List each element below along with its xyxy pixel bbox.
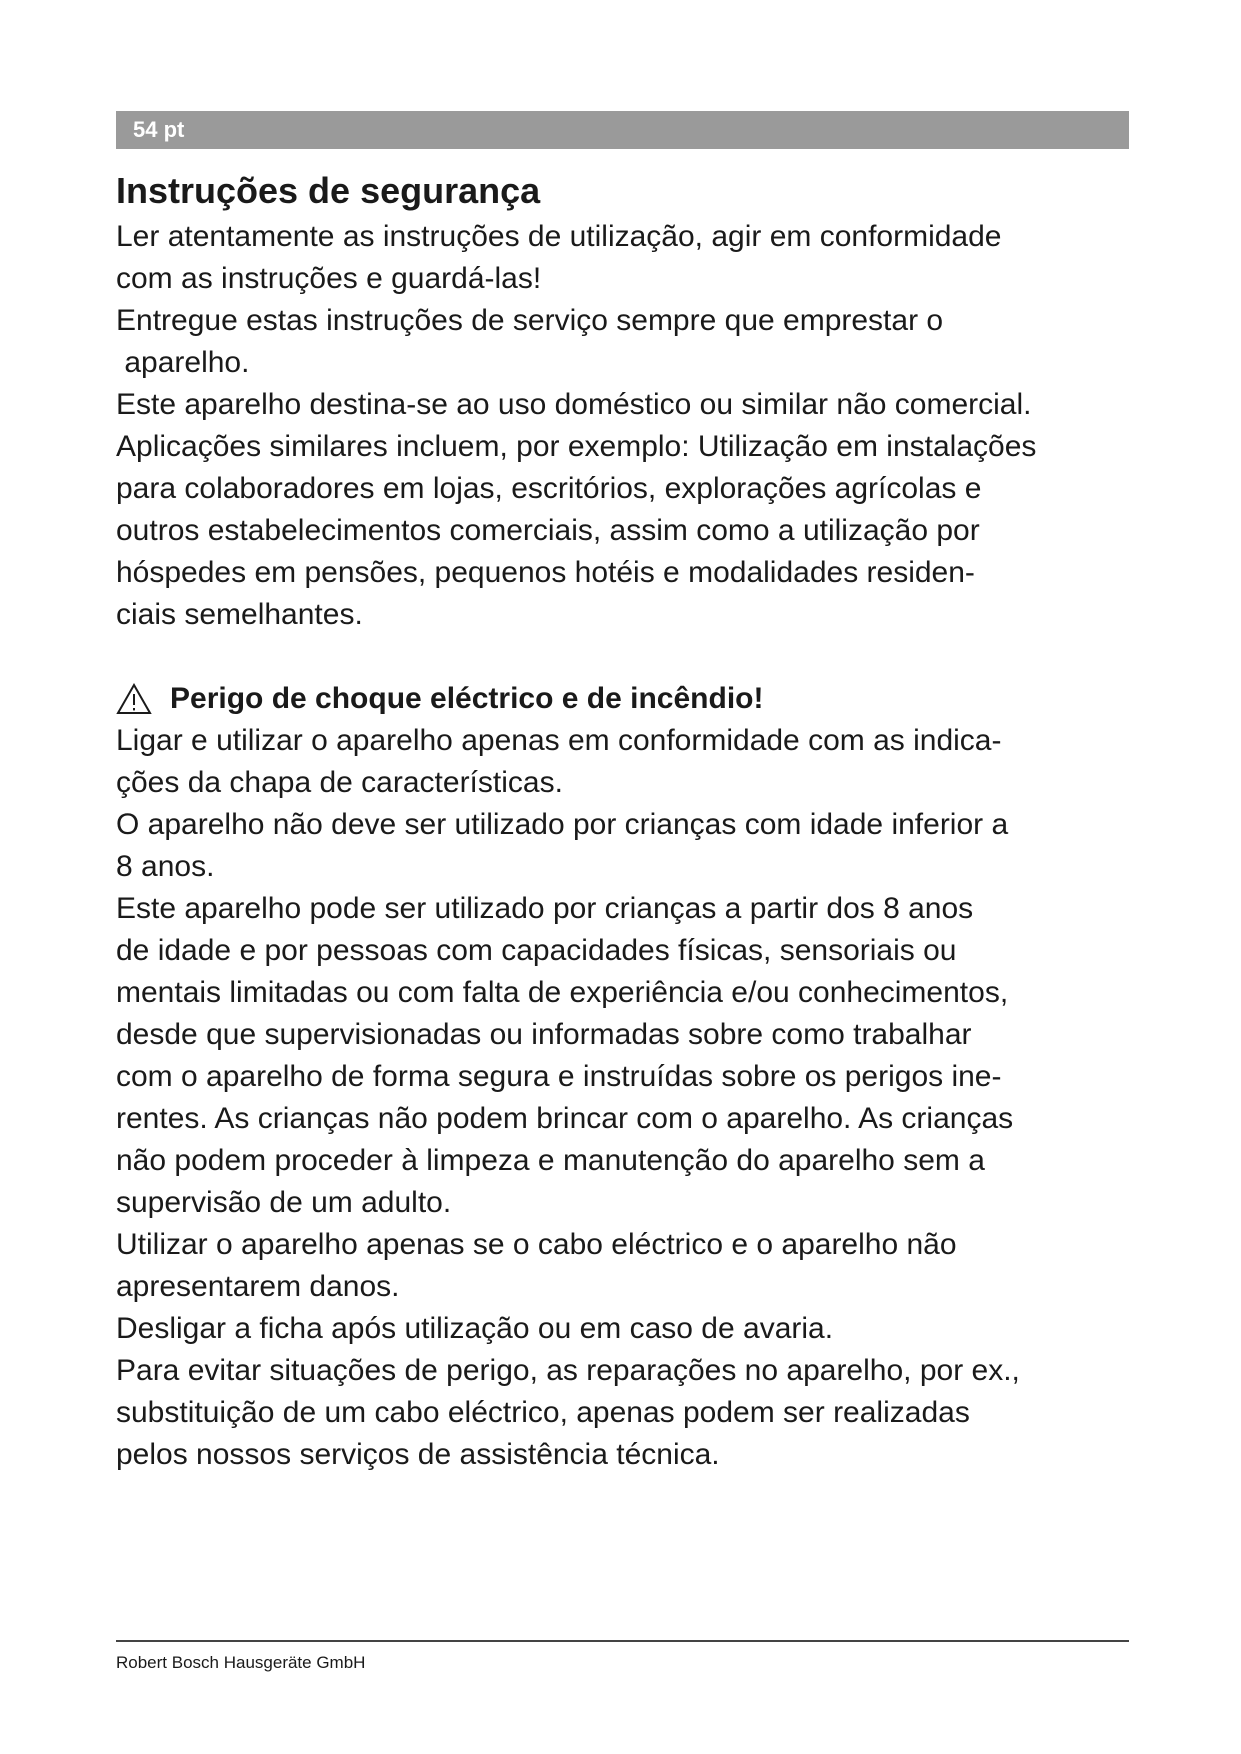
- text-line: Entregue estas instruções de serviço sempre que emprestar o: [116, 304, 944, 337]
- page-number-label: 54 pt: [133, 117, 185, 142]
- text-line: 8 anos.: [116, 850, 215, 883]
- intro-text: [116, 216, 1136, 636]
- text-line: supervisão de um adulto.: [116, 1186, 452, 1219]
- text-line: Para evitar situações de perigo, as reparações no aparelho, por ex.,: [116, 1354, 1020, 1387]
- page-header-bar: [116, 111, 1129, 149]
- section-title: Instruções de segurança: [116, 170, 541, 211]
- section-spacer: [116, 636, 1136, 678]
- text-line: aparelho.: [116, 346, 250, 379]
- text-line: Aplicações similares incluem, por exemplo: Utilização em instalações: [116, 430, 1037, 463]
- text-line: hóspedes em pensões, pequenos hotéis e modalidades residen-: [116, 556, 975, 589]
- text-line: desde que supervisionadas ou informadas sobre como trabalhar: [116, 1018, 972, 1051]
- text-line: de idade e por pessoas com capacidades físicas, sensoriais ou: [116, 934, 957, 967]
- warning-triangle-icon: [116, 683, 152, 715]
- warning-heading: [116, 678, 1136, 720]
- text-line: pelos nossos serviços de assistência técnica.: [116, 1438, 720, 1471]
- page-content: [116, 168, 1136, 1476]
- text-line: apresentarem danos.: [116, 1270, 400, 1303]
- text-line: Desligar a ficha após utilização ou em caso de avaria.: [116, 1312, 834, 1345]
- text-line: rentes. As crianças não podem brincar com o aparelho. As crianças: [116, 1102, 1014, 1135]
- text-line: Este aparelho destina-se ao uso doméstico ou similar não comercial.: [116, 388, 1032, 421]
- text-line: com o aparelho de forma segura e instruídas sobre os perigos ine-: [116, 1060, 1002, 1093]
- warning-heading-text: Perigo de choque eléctrico e de incêndio!: [170, 682, 764, 715]
- text-line: ciais semelhantes.: [116, 598, 363, 631]
- text-line: mentais limitadas ou com falta de experiência e/ou conhecimentos,: [116, 976, 1009, 1009]
- text-line: Este aparelho pode ser utilizado por crianças a partir dos 8 anos: [116, 892, 974, 925]
- text-line: para colaboradores em lojas, escritórios, explorações agrícolas e: [116, 472, 982, 505]
- text-line: O aparelho não deve ser utilizado por crianças com idade inferior a: [116, 808, 1009, 841]
- text-line: não podem proceder à limpeza e manutenção do aparelho sem a: [116, 1144, 985, 1177]
- text-line: ções da chapa de características.: [116, 766, 563, 799]
- text-line: Ligar e utilizar o aparelho apenas em conformidade com as indica-: [116, 724, 1002, 757]
- footer-divider: [116, 1640, 1129, 1642]
- text-line: com as instruções e guardá-las!: [116, 262, 542, 295]
- text-line: Ler atentamente as instruções de utilização, agir em conformidade: [116, 220, 1002, 253]
- footer-company: Robert Bosch Hausgeräte GmbH: [116, 1653, 366, 1672]
- text-line: Utilizar o aparelho apenas se o cabo eléctrico e o aparelho não: [116, 1228, 957, 1261]
- warning-text: [116, 720, 1136, 1476]
- text-line: outros estabelecimentos comerciais, assim como a utilização por: [116, 514, 980, 547]
- text-line: substituição de um cabo eléctrico, apenas podem ser realizadas: [116, 1396, 970, 1429]
